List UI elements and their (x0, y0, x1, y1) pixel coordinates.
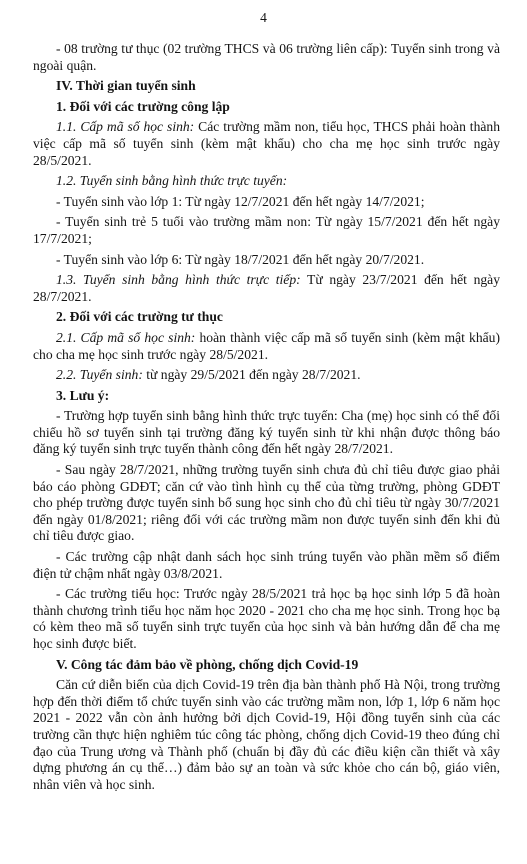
paragraph-1-3-text: Từ ngày 23/7/2021 đến hết ngày 28/7/2021. (33, 272, 500, 304)
paragraph-2-2-text: từ ngày 29/5/2021 đến ngày 28/7/2021. (142, 367, 361, 383)
note-primary-schools: - Các trường tiểu học: Trước ngày 28/5/2021 trả học bạ học sinh lớp 5 đã hoàn thành chương trình tiểu học năm học 2020 - 2021 cho cha mẹ học sinh. Trong học bạ có kèm theo mã số tuyển sinh trực tuyến của học sinh và bản hướng dẫn để cha mẹ học sinh được biết. (33, 586, 500, 651)
paragraph-1-3-label: 1.3. Tuyển sinh bằng hình thức trực tiếp: (56, 272, 301, 288)
paragraph-1-1 (33, 119, 500, 169)
paragraph-2-1-label: 2.1. Cấp mã số học sinh: (56, 329, 196, 345)
paragraph-1-1-text: Các trường mầm non, tiểu học, THCS phải hoàn thành việc cấp mã số tuyển sinh (kèm mật khẩu) cho cha mẹ học sinh trước ngày 28/5/2021. (33, 119, 501, 168)
paragraph-2-2-label: 2.2. Tuyển sinh: (56, 367, 143, 383)
bullet-preschool: - Tuyển sinh trẻ 5 tuổi vào trường mầm non: Từ ngày 15/7/2021 đến hết ngày 17/7/2021; (33, 214, 500, 246)
subsection-2-heading: 2. Đối với các trường tư thục (56, 309, 223, 325)
paragraph-1-3 (33, 272, 500, 305)
paragraph-1-2 (33, 173, 500, 190)
note-update-list: - Các trường cập nhật danh sách học sinh trúng tuyển vào phần mềm sổ điểm điện tử chậm nhất ngày 03/8/2021. (33, 549, 500, 581)
paragraph-2-1 (33, 330, 500, 363)
section-v-paragraph: Căn cứ diễn biến của dịch Covid-19 trên địa bàn thành phố Hà Nội, trong trường hợp đến thời điểm tổ chức tuyển sinh vào các trường mầm non, lớp 1, lớp 6 năm học 2021 - 2022 vẫn còn ảnh hưởng bởi dịch Covid-19, Hội đồng tuyển sinh của các trường cần thực hiện nghiêm túc công tác phòng, chống dịch Covid-19 theo đúng chỉ đạo của Trung ương và Thành phố (chuẩn bị đầy đủ các điều kiện cần thiết và xây dựng phương án cụ thể…) đảm bảo sự an toàn và sức khỏe cho cán bộ, giáo viên, nhân viên và học sinh. (33, 677, 500, 792)
section-iv-heading: IV. Thời gian tuyển sinh (56, 78, 196, 94)
paragraph-1-1-label: 1.1. Cấp mã số học sinh: (56, 119, 195, 135)
intro-paragraph: - 08 trường tư thục (02 trường THCS và 06 trường liên cấp): Tuyển sinh trong và ngoài quận. (33, 41, 500, 73)
document-body (33, 41, 500, 797)
bullet-grade-1: - Tuyển sinh vào lớp 1: Từ ngày 12/7/2021 đến hết ngày 14/7/2021; (56, 193, 425, 209)
bullet-grade-6: - Tuyển sinh vào lớp 6: Từ ngày 18/7/2021 đến hết ngày 20/7/2021. (56, 251, 425, 267)
note-after-deadline: - Sau ngày 28/7/2021, những trường tuyển sinh chưa đủ chỉ tiêu được giao phải báo cáo phòng GDĐT; căn cứ vào tình hình cụ thể của từng trường, phòng GDĐT cho phép trường được tuyển sinh bổ sung học sinh cho đủ chỉ tiêu từ ngày 30/7/2021 đến ngày 01/8/2021; riêng đối với các trường mầm non được tuyển sinh đến khi đủ chỉ tiêu được giao. (33, 462, 500, 544)
section-v-heading: V. Công tác đảm bảo về phòng, chống dịch Covid-19 (56, 656, 359, 672)
paragraph-2-2 (33, 367, 500, 384)
page-number: 4 (260, 10, 267, 25)
note-online-enrollment: - Trường hợp tuyển sinh bằng hình thức trực tuyến: Cha (mẹ) học sinh có thể đối chiếu hồ sơ tuyển sinh tại trường đăng ký tuyển sinh từ khi nhận được thông báo đăng ký tuyển sinh trực tuyến thành công đến hết ngày 28/7/2021. (33, 408, 500, 457)
subsection-1-heading: 1. Đối với các trường công lập (56, 98, 230, 114)
subsection-3-heading: 3. Lưu ý: (56, 387, 110, 403)
paragraph-2-1-text: hoàn thành việc cấp mã số tuyển sinh (kèm mật khẩu) cho cha mẹ học sinh trước ngày 28/5/2021. (33, 329, 500, 362)
paragraph-1-2-label: 1.2. Tuyển sinh bằng hình thức trực tuyến: (56, 173, 288, 189)
